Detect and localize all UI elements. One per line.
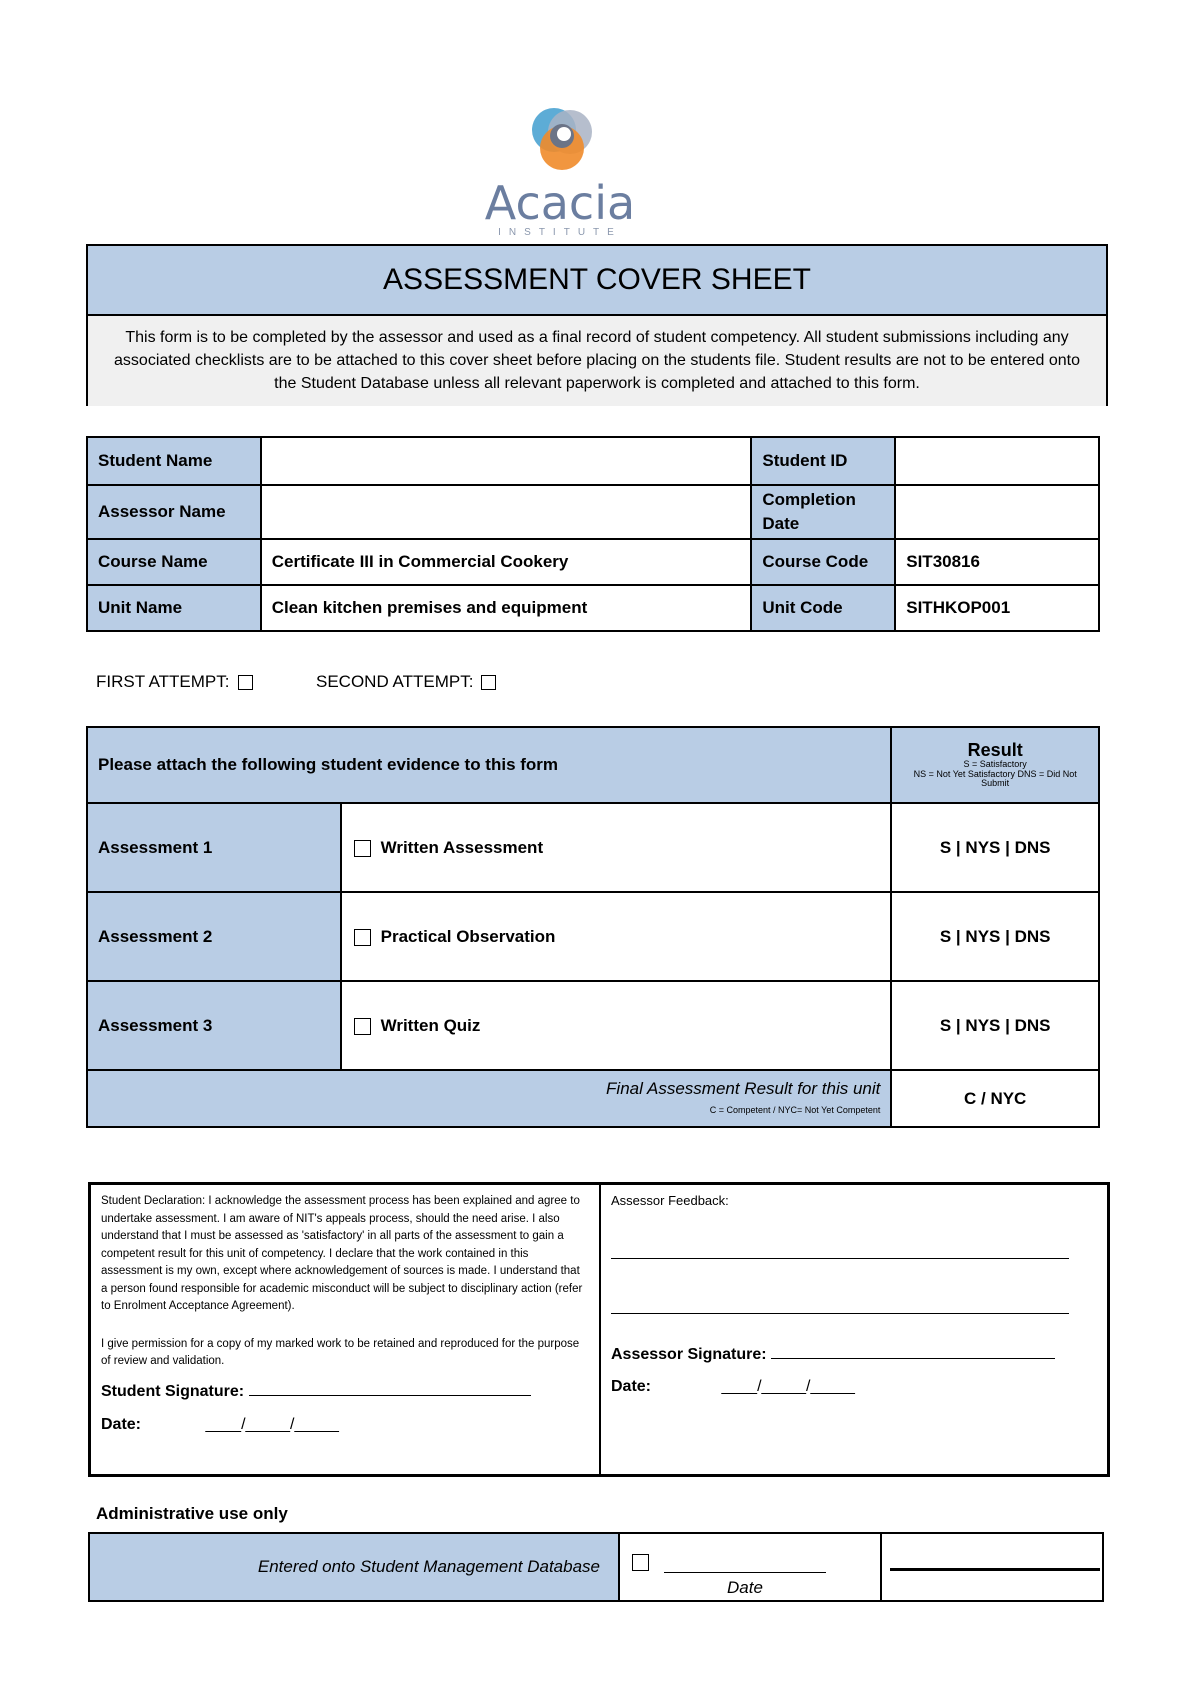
completion-date-label: Completion Date <box>751 485 895 539</box>
assessor-name-label: Assessor Name <box>87 485 261 539</box>
student-signature-label: Student Signature: <box>101 1382 245 1400</box>
student-details-table <box>86 436 1100 632</box>
assessment-1-label: Assessment 1 <box>87 803 341 892</box>
admin-section <box>88 1532 1104 1602</box>
assessor-date-label: Date: <box>611 1378 652 1395</box>
form-description: This form is to be completed by the assessor and used as a final record of student competency. All student submissions including any associated checklists are to be attached to this cover sheet before placing on the students file. Student results are not to be entered onto the Student Database unless all relevant paperwork is completed and attached to this form. <box>88 316 1106 406</box>
assessment-2-item <box>341 892 892 981</box>
admin-date-line[interactable] <box>664 1572 826 1573</box>
declaration-section <box>88 1182 1110 1477</box>
final-result-label: Final Assessment Result for this unit <box>606 1078 881 1098</box>
logo-name: Acacia <box>484 176 636 230</box>
unit-name-label: Unit Name <box>87 585 261 631</box>
assessment-3-item-label: Written Quiz <box>380 1015 481 1035</box>
result-header <box>891 727 1099 803</box>
admin-date-cell <box>622 1534 882 1600</box>
assessment-3-checkbox[interactable] <box>354 1018 371 1035</box>
assessment-1-checkbox[interactable] <box>354 840 371 857</box>
declaration-text: I acknowledge the assessment process has been explained and agree to undertake assessment. I am aware of NIT's appeals process, should the need arise. I also understand that I must be assessed as 'satisfactory' in all parts of the assessment to gain a competent result for this unit of competency. I declare that the work contained in this assessment is my own, except where acknowledgement of sources is made. I understand that a person found responsible for academic misconduct will be subject to disciplinary action (refer to Enrolment Acceptance Agreement). <box>101 1195 583 1312</box>
first-attempt-label: FIRST ATTEMPT: <box>96 672 230 691</box>
assessment-2-result[interactable]: S | NYS | DNS <box>891 892 1099 981</box>
acacia-logo <box>470 100 650 240</box>
final-result-value[interactable]: C / NYC <box>891 1070 1099 1127</box>
unit-code-label: Unit Code <box>751 585 895 631</box>
final-result-legend: C = Competent / NYC= Not Yet Competent <box>709 1104 881 1115</box>
unit-name-value: Clean kitchen premises and equipment <box>261 585 752 631</box>
result-legend-other: NS = Not Yet Satisfactory DNS = Did Not Submit <box>913 768 1077 789</box>
assessment-1-item-label: Written Assessment <box>380 837 544 857</box>
unit-code-value: SITHKOP001 <box>895 585 1099 631</box>
assessment-3-item <box>341 981 892 1070</box>
admin-signature-cell <box>884 1534 1102 1600</box>
logo-subtitle: INSTITUTE <box>498 227 622 238</box>
course-name-value: Certificate III in Commercial Cookery <box>261 539 752 585</box>
admin-label: Administrative use only <box>96 1504 288 1523</box>
student-id-label: Student ID <box>751 437 895 485</box>
first-attempt <box>96 672 253 692</box>
student-signature-line[interactable] <box>249 1395 531 1396</box>
evidence-table <box>86 726 1100 1128</box>
second-attempt-checkbox[interactable] <box>481 675 496 690</box>
assessor-signature-row <box>611 1346 1097 1364</box>
assessor-name-field[interactable] <box>261 485 752 539</box>
feedback-title: Assessor Feedback: <box>611 1193 729 1208</box>
completion-date-field[interactable] <box>895 485 1099 539</box>
student-id-field[interactable] <box>895 437 1099 485</box>
admin-signature-line[interactable] <box>890 1568 1100 1571</box>
feedback-line-1[interactable] <box>611 1258 1069 1259</box>
student-signature-row <box>101 1383 589 1401</box>
final-result-label-cell <box>87 1070 891 1127</box>
course-code-label: Course Code <box>751 539 895 585</box>
student-name-field[interactable] <box>261 437 752 485</box>
assessment-1-result[interactable]: S | NYS | DNS <box>891 803 1099 892</box>
cover-sheet-header <box>86 244 1108 406</box>
assessment-1-item <box>341 803 892 892</box>
page-title: ASSESSMENT COVER SHEET <box>88 246 1106 316</box>
assessor-signature-line[interactable] <box>771 1358 1055 1359</box>
assessor-date-row <box>611 1378 1097 1396</box>
second-attempt-label: SECOND ATTEMPT: <box>316 672 474 691</box>
student-declaration <box>91 1185 601 1474</box>
assessment-2-item-label: Practical Observation <box>380 926 556 946</box>
assessment-2-label: Assessment 2 <box>87 892 341 981</box>
student-date-row <box>101 1416 589 1434</box>
assessor-date-blank[interactable]: ____/_____/_____ <box>721 1378 855 1395</box>
feedback-line-2[interactable] <box>611 1313 1069 1314</box>
first-attempt-checkbox[interactable] <box>238 675 253 690</box>
evidence-header: Please attach the following student evidence to this form <box>87 727 891 803</box>
course-name-label: Course Name <box>87 539 261 585</box>
student-date-blank[interactable]: ____/_____/_____ <box>205 1416 339 1433</box>
entered-database-checkbox[interactable] <box>632 1554 649 1571</box>
student-date-label: Date: <box>101 1416 142 1433</box>
assessment-2-checkbox[interactable] <box>354 929 371 946</box>
course-code-value: SIT30816 <box>895 539 1099 585</box>
assessor-feedback <box>601 1185 1107 1474</box>
student-name-label: Student Name <box>87 437 261 485</box>
assessment-3-label: Assessment 3 <box>87 981 341 1070</box>
declaration-title: Student Declaration: <box>101 1195 206 1207</box>
second-attempt <box>316 672 496 692</box>
result-title: Result <box>967 740 1023 761</box>
assessment-3-result[interactable]: S | NYS | DNS <box>891 981 1099 1070</box>
entered-database-label: Entered onto Student Management Database <box>90 1534 620 1600</box>
logo-mark-icon <box>524 100 600 176</box>
permission-text: I give permission for a copy of my marked work to be retained and reproduced for the purpose of review and validation. <box>101 1337 580 1367</box>
admin-date-label: Date <box>727 1578 763 1597</box>
assessor-signature-label: Assessor Signature: <box>611 1346 767 1363</box>
result-legend-satisfactory: S = Satisfactory <box>963 759 1027 770</box>
